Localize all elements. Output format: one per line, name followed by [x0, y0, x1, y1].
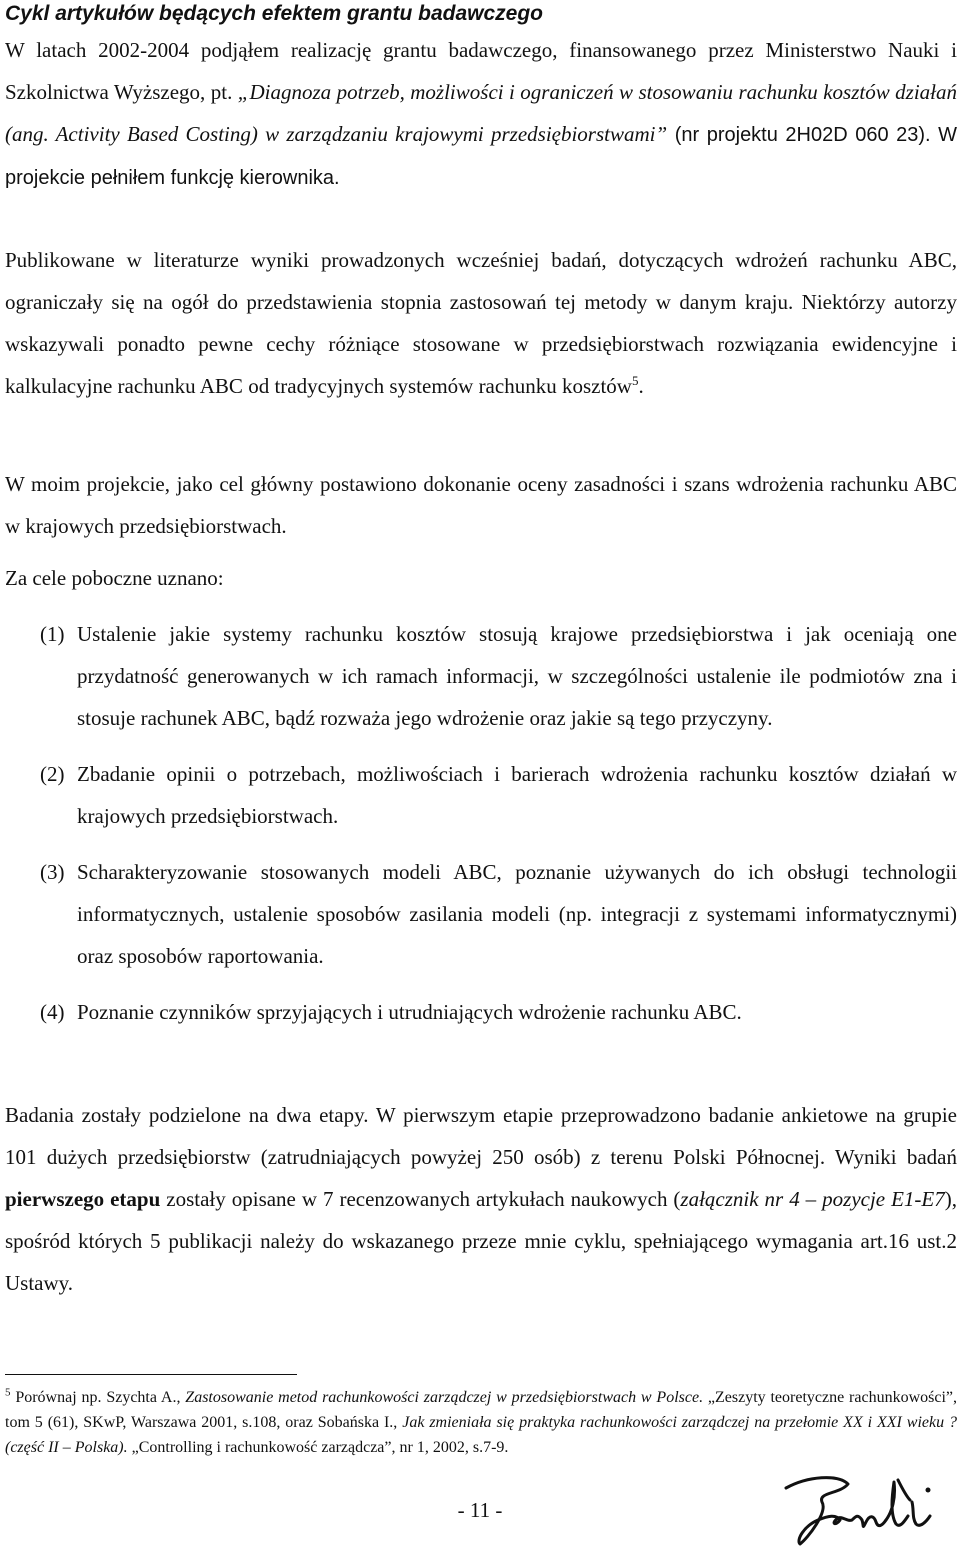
literature-text: Publikowane w literaturze wyniki prowadzonych wcześniej badań, dotyczących wdrożeń rachunku ABC, ograniczały się na ogół do przedstawienia stopnia zastosowań tej metody w danym kraju. Niektórzy autorzy wskazywali ponadto pewne cechy różniące stosowane w przedsiębiorstwach rozwiązania ewidencyjne i kalkulacyjne rachunku ABC od tradycyjnych systemów rachunku kosztów: [5, 248, 957, 398]
footnote-separator: [5, 1374, 297, 1375]
list-item: [5, 613, 957, 739]
footnote-text-3: „Controlling i rachunkowość zarządcza”, nr 1, 2002, s.7-9.: [127, 1439, 509, 1456]
list-item: [5, 851, 957, 977]
list-item-number: (3): [40, 860, 65, 884]
list-item-text: Poznanie czynników sprzyjających i utrudniających wdrożenie rachunku ABC.: [77, 1000, 742, 1024]
stages-bold: pierwszego etapu: [5, 1187, 161, 1211]
paragraph-secondary-goals-intro: Za cele poboczne uznano:: [5, 566, 224, 590]
paragraph-literature: [5, 239, 957, 407]
list-item: [5, 753, 957, 837]
stages-text: Badania zostały podzielone na dwa etapy. W pierwszym etapie przeprowadzono badanie ankietowe na grupie 101 dużych przedsiębiorstw (zatrudniających powyżej 250 osób) z terenu Polski Północnej. Wyniki badań: [5, 1103, 957, 1169]
handwritten-signature: [778, 1468, 948, 1556]
footnote-text-2: „Zeszyty teoretyczne rachunkowości”, tom 5 (61), SKwP, Warszawa 2001, s.108, oraz Sobańska I.,: [5, 1389, 957, 1431]
page-number: - 11 -: [457, 1498, 503, 1522]
list-item-number: (4): [40, 1000, 65, 1024]
stages-text-3: ), spośród których 5 publikacji należy do wskazanego przeze mnie cyklu, spełniającego wymagania art.16 ust.2 Ustawy.: [5, 1187, 957, 1295]
list-item-number: (1): [40, 622, 65, 646]
list-item-text: Zbadanie opinii o potrzebach, możliwościach i barierach wdrożenia rachunku kosztów działań w krajowych przedsiębiorstwach.: [77, 762, 957, 828]
signature-dot: [926, 1488, 931, 1493]
project-number-text: (nr projektu 2H02D 060 23). W projekcie pełniłem funkcję kierownika.: [5, 124, 957, 189]
footnote-title-2: Jak zmieniała się praktyka rachunkowości zarządczej na przełomie XX i XXI wieku ? (część II – Polska).: [5, 1414, 958, 1456]
paragraph-research-stages: [5, 1094, 957, 1304]
footnote-text: Porównaj np. Szychta A.,: [10, 1389, 186, 1406]
paragraph-main-goal: W moim projekcie, jako cel główny postawiono dokonanie oceny zasadności i szans wdrożenia rachunku ABC w krajowych przedsiębiorstwach.: [5, 472, 957, 538]
stages-attachment-ref: załącznik nr 4 – pozycje E1-E7: [680, 1187, 945, 1211]
intro-text: W latach 2002-2004 podjąłem realizację grantu badawczego, finansowanego przez Ministerstwo Nauki i Szkolnictwa Wyższego, pt.: [5, 38, 957, 104]
paragraph-grant-intro: [5, 29, 957, 199]
footnote-number: 5: [5, 1386, 11, 1399]
list-item-text: Scharakteryzowanie stosowanych modeli ABC, poznanie używanych do ich obsługi technologii informatycznych, ustalenie sposobów zasilania modeli (np. integracji z systemami informatycznymi) oraz sposobów raportowania.: [77, 860, 957, 968]
list-item-text: Ustalenie jakie systemy rachunku kosztów stosują krajowe przedsiębiorstwa i jak oceniają one przydatność generowanych w ich ramach informacji, w szczególności ustalenie ile podmiotów zna i stosuje rachunek ABC, bądź rozważa jego wdrożenie oraz jakie są tego przyczyny.: [77, 622, 957, 730]
list-item-number: (2): [40, 762, 65, 786]
footnote-title-1: Zastosowanie metod rachunkowości zarządczej w przedsiębiorstwach w Polsce.: [185, 1389, 704, 1406]
footnote-ref: 5: [631, 373, 639, 388]
literature-end: .: [638, 374, 644, 398]
list-item: [5, 991, 957, 1033]
footnote: [5, 1385, 957, 1460]
secondary-goals-list: [5, 613, 957, 1033]
stages-text-2: zostały opisane w 7 recenzowanych artykułach naukowych (: [160, 1187, 681, 1211]
section-title: Cykl artykułów będących efektem grantu badawczego: [5, 2, 544, 25]
grant-title: „Diagnoza potrzeb, możliwości i ograniczeń w stosowaniu rachunku kosztów działań (ang. Activity Based Costing) w zarządzaniu krajowymi przedsiębiorstwami”: [5, 80, 957, 146]
